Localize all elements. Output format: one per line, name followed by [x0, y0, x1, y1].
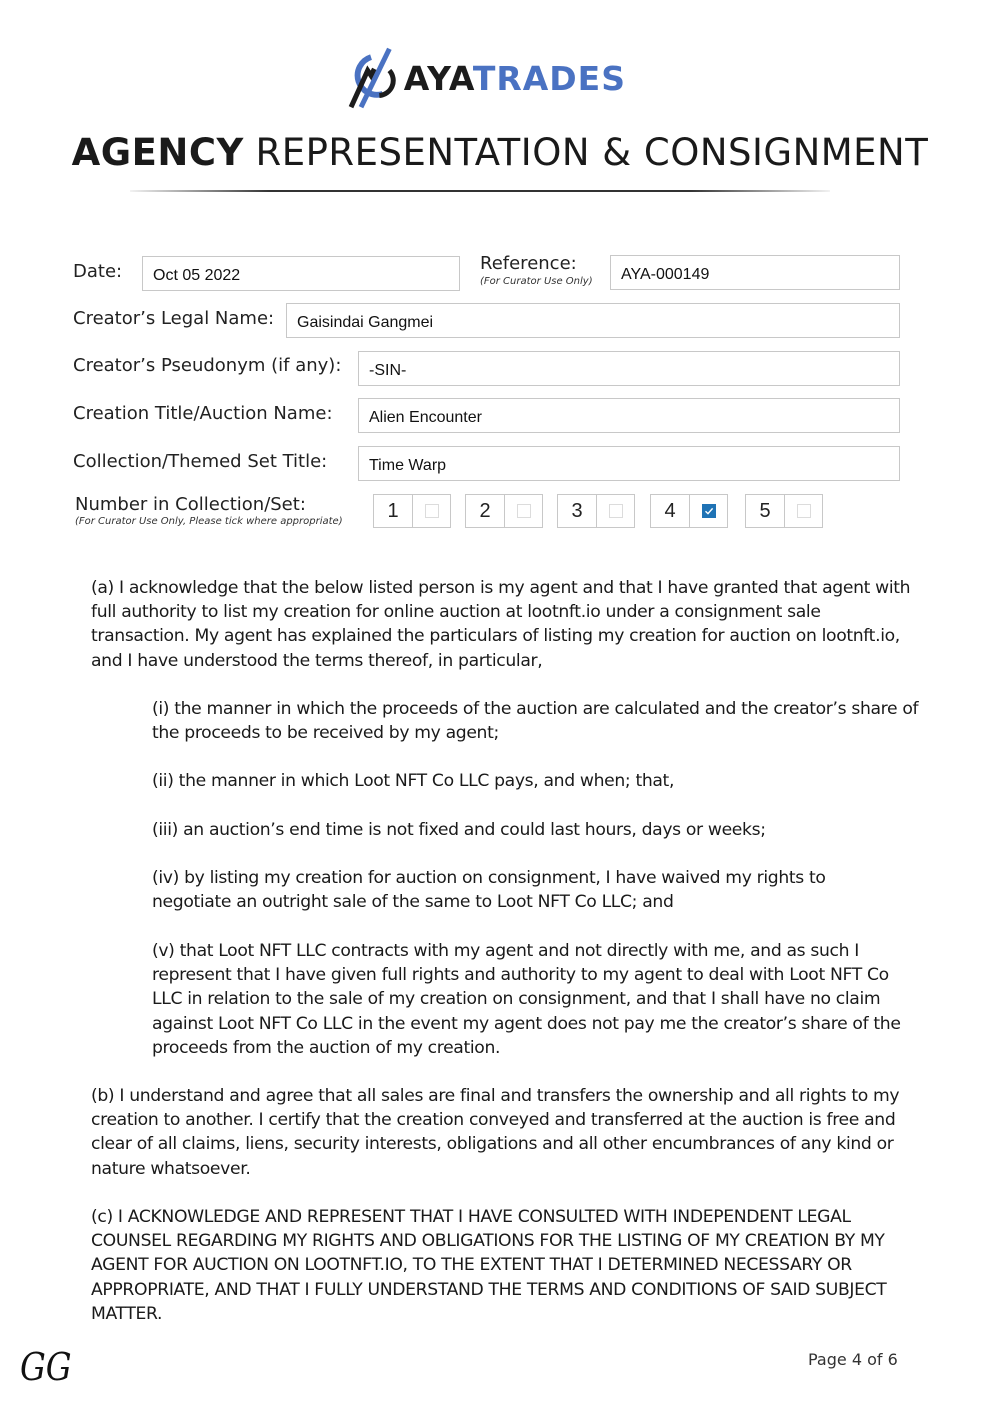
page-title-bold: AGENCY	[71, 131, 244, 174]
set-number-option	[465, 494, 543, 528]
set-number-option	[650, 494, 728, 528]
brand-name	[404, 59, 626, 98]
brand-name-part2: TRADES	[472, 58, 626, 98]
title-divider	[130, 190, 830, 192]
clause-a-iii: (iii) an auction’s end time is not fixed and could last hours, days or weeks;	[152, 820, 766, 840]
set-number-value: 5	[746, 495, 785, 527]
collection-title-field[interactable]: Time Warp	[358, 446, 900, 481]
number-in-set-sublabel: (For Curator Use Only, Please tick where appropriate)	[75, 516, 343, 527]
ayatrades-logo-icon	[346, 39, 398, 117]
pseudonym-field[interactable]: -SIN-	[358, 351, 900, 386]
legal-name-field[interactable]: Gaisindai Gangmei	[286, 303, 900, 338]
page-title	[0, 130, 1000, 175]
set-number-checkbox[interactable]	[797, 504, 811, 518]
date-field[interactable]: Oct 05 2022	[142, 256, 460, 291]
reference-sublabel: (For Curator Use Only)	[480, 276, 593, 287]
clause-a: (a) I acknowledge that the below listed person is my agent and that I have granted that agent with full authority to list my creation for online auction at lootnft.io under a consignment sale transaction. My agent has explained the particulars of listing my creation for auction on lootnft.io, and I have understood the terms thereof, in particular,	[91, 578, 911, 671]
number-in-set-label: Number in Collection/Set:	[75, 494, 306, 515]
set-number-option	[557, 494, 635, 528]
set-number-checkbox[interactable]	[702, 504, 716, 518]
set-number-checkbox[interactable]	[425, 504, 439, 518]
set-number-checkbox[interactable]	[609, 504, 623, 518]
clause-a-i: (i) the manner in which the proceeds of the auction are calculated and the creator’s share of the proceeds to be received by my agent;	[152, 699, 919, 744]
creation-title-label: Creation Title/Auction Name:	[73, 403, 333, 424]
set-number-option	[373, 494, 451, 528]
signature-initials: GG	[20, 1345, 72, 1389]
brand-logo	[346, 38, 626, 118]
clause-a-iv: (iv) by listing my creation for auction on consignment, I have waived my rights to negotiate an outright sale of the same to Loot NFT Co LLC; and	[152, 868, 826, 913]
date-label: Date:	[73, 261, 123, 282]
set-number-checkbox[interactable]	[517, 504, 531, 518]
pseudonym-label: Creator’s Pseudonym (if any):	[73, 355, 342, 376]
page-title-rest: REPRESENTATION & CONSIGNMENT	[255, 131, 929, 174]
set-number-value: 4	[651, 495, 690, 527]
clause-c: (c) I ACKNOWLEDGE AND REPRESENT THAT I HAVE CONSULTED WITH INDEPENDENT LEGAL COUNSEL REGARDING MY RIGHTS AND OBLIGATIONS FOR THE LISTING OF MY CREATION BY MY AGENT FOR AUCTION ON LOOTNFT.IO, TO THE EXTENT THAT I DETERMINED NECESSARY OR APPROPRIATE, AND THAT I FULLY UNDERSTAND THE TERMS AND CONDITIONS OF SAID SUBJECT MATTER.	[91, 1207, 887, 1324]
set-number-option	[745, 494, 823, 528]
clause-a-v: (v) that Loot NFT LLC contracts with my agent and not directly with me, and as such I represent that I have given full rights and authority to my agent to deal with Loot NFT Co LLC in relation to the sale of my creation on consignment, and that I shall have no claim against Loot NFT Co LLC in the event my agent does not pay me the creator’s share of the proceeds from the auction of my creation.	[152, 941, 901, 1058]
checkmark-icon	[704, 506, 714, 516]
reference-field[interactable]: AYA-000149	[610, 255, 900, 290]
set-number-value: 1	[374, 495, 413, 527]
page-number: Page 4 of 6	[808, 1350, 898, 1369]
brand-name-part1: AYA	[403, 58, 473, 98]
creation-title-field[interactable]: Alien Encounter	[358, 398, 900, 433]
clause-a-ii: (ii) the manner in which Loot NFT Co LLC pays, and when; that,	[152, 771, 675, 791]
clause-b: (b) I understand and agree that all sales are final and transfers the ownership and all rights to my creation to another. I certify that the creation conveyed and transferred at the auction is free and clear of all claims, liens, security interests, obligations and all other encumbrances of any kind or nature whatsoever.	[91, 1086, 900, 1179]
collection-title-label: Collection/Themed Set Title:	[73, 451, 328, 472]
set-number-value: 2	[466, 495, 505, 527]
legal-name-label: Creator’s Legal Name:	[73, 308, 275, 329]
reference-label: Reference:	[480, 253, 577, 274]
set-number-value: 3	[558, 495, 597, 527]
